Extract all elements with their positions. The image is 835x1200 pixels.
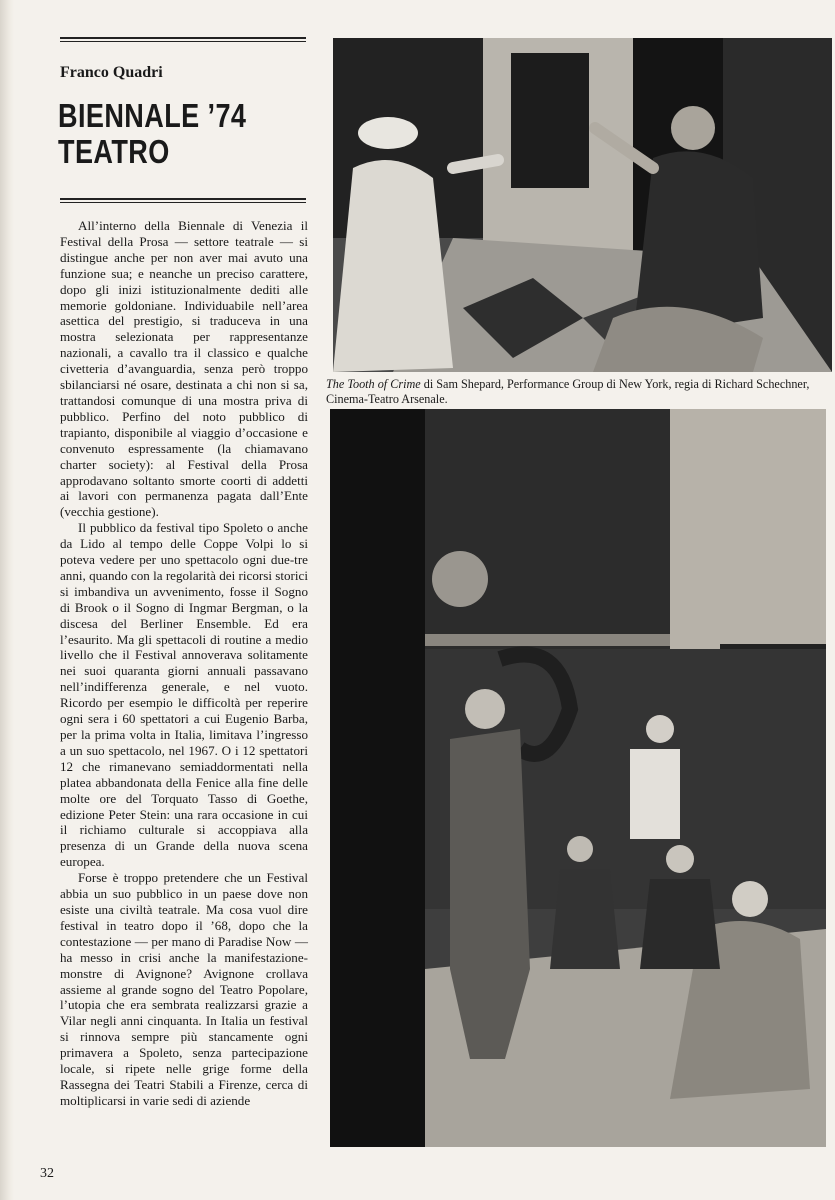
article-title [58,98,246,170]
paragraph-1: All’interno della Biennale di Venezia il Festival della Prosa — settore teatrale — si distingue anche per non aver mai avuto una funzione sua; e neanche un preciso carattere, dopo gli inizi istituzionalmente dediti alle memorie goldoniane. Individuabile nell’area asettica del prestigio, si traduceva in una mostra selezionata per rappresentanze nazionali, a cavallo tra il classico e qualche civetteria d’avanguardia, senza però troppo sbilanciarsi né osare, destinata a chi non si sa, trattandosi comunque di una mostra priva di pubblico. Perfino del noto pubblico di trapianto, disponibile al viaggio d’occasione e convenuto espressamente (la chiamavano charter society): al Festival della Prosa approdavano soltanto smorte coorti di addetti ai lavori con permanenza pagata dall’Ente (vecchia gestione). [60,218,308,520]
article-body [60,218,308,1109]
top-rule [60,37,306,39]
photo-tooth-of-crime [333,38,832,372]
paragraph-3: Forse è troppo pretendere che un Festival abbia un suo pubblico in un paese dove non esiste una civiltà teatrale. Ma cosa vuol dire festival in teatro dopo il ’68, dopo che la contestazione — per mano di Paradise Now — ha messo in crisi anche la manifestazione-monstre di Avignone? Avignone crollava assieme al grande sogno del Teatro Popolare, l’utopia che era sembrata realizzarsi grazie a Vilar negli anni cinquanta. In Italia un festival si rinnova sempre più stancamente ogni primavera a Spoleto, senza partecipazione locale, si ripete nelle grige forme della Rassegna dei Teatri Stabili a Firenze, cerca di moltiplicarsi in varie sedi di aziende [60,870,308,1108]
page-number: 32 [40,1166,54,1181]
title-line-2: TEATRO [58,133,170,170]
caption-credits: di Sam Shepard, Performance Group di New York, regia di Richard Schechner, Cinema-Teatro Arsenale. [326,377,810,406]
page-binding-shadow [0,0,14,1200]
photo-performance-audience [330,409,826,1147]
author-name: Franco Quadri [60,64,163,81]
photo-caption [326,377,835,407]
paragraph-2: Il pubblico da festival tipo Spoleto o anche da Lido al tempo delle Coppe Volpi lo si poteva vedere per uno spettacolo ogni due-tre anni, quando con la regolarità dei ricorsi storici si imbandiva un avvenimento, fosse il Sogno di Brook o il Sogno di Ingmar Bergman, o la discesa del Berliner Ensemble. Ed era l’esaurito. Ma gli spettacoli di routine a medio livello che il Festival annoverava solitamente nei suoi quaranta giorni annuali passavano nell’indifferenza generale, e nel vuoto. Ricordo per esempio le difficoltà per reperire ogni sera i 60 spettatori a cui Eugenio Barba, per la prima volta in Italia, limitava l’ingresso a un suo spettacolo, nel 1967. O i 12 spettatori 12 che rimanevano semiaddormentati nella platea abbandonata della Fenice alla fine delle molte ore del Torquato Tasso di Goethe, edizione Peter Stein: una rara occasione in cui il richiamo culturale si accoppiava alla presenza di un Grande della nuova scena europea. [60,520,308,870]
title-line-1: BIENNALE ’74 [58,97,247,134]
caption-work-title: The Tooth of Crime [326,377,421,391]
title-bottom-rule [60,198,306,200]
